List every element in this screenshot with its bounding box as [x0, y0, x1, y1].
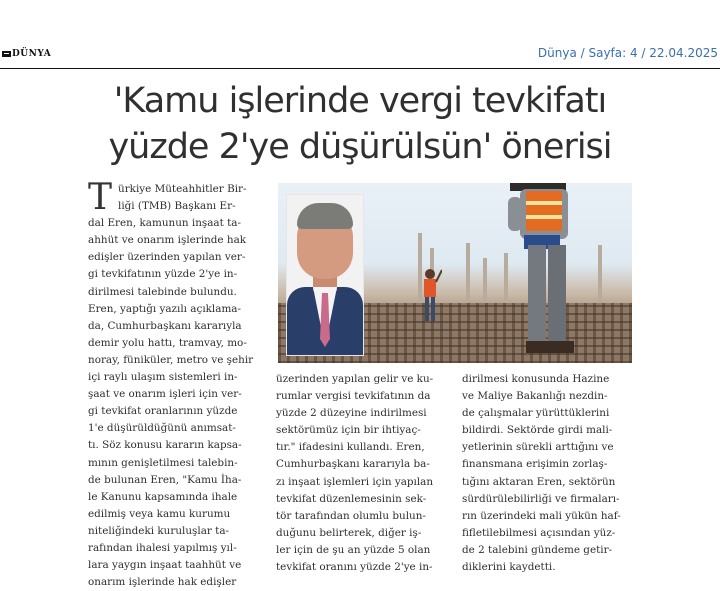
text-line: de bulunan Eren, "Kamu İha-: [88, 473, 242, 486]
text-line: dal Eren, kamunun inşaat ta-: [88, 217, 241, 230]
text-line: sürdürülebilirliği ve firmaları-: [462, 492, 620, 505]
text-line: niteliğindeki kuruluşlar ta-: [88, 524, 230, 537]
article-column-3: [462, 371, 634, 576]
article-headline: [80, 78, 640, 170]
text-line: gi tevkifat oranlarının yüzde: [88, 405, 238, 418]
text-line: şaat ve onarım işleri için ver-: [88, 388, 242, 401]
text-line: tı. Söz konusu kararın kapsa-: [88, 439, 242, 452]
text-line: liği (TMB) Başkanı Er-: [118, 200, 236, 213]
text-line: de 2 talebini gündeme getir-: [462, 543, 613, 556]
text-line: Cumhurbaşkanı kararıyla ba-: [276, 458, 430, 471]
text-line: ler için de şu an yüzde 5 olan: [276, 543, 431, 556]
text-line: içi raylı ulaşım sistemleri in-: [88, 371, 238, 384]
logo-icon: [2, 51, 11, 57]
text-line: tevkifat oranını yüzde 2'ye in-: [276, 561, 433, 574]
text-line: rın üzerindeki mali yükün haf-: [462, 509, 621, 522]
text-line: ve Maliye Bakanlığı nezdin-: [462, 390, 608, 403]
text-line: tır." ifadesini kullandı. Eren,: [276, 441, 425, 454]
text-line: lara yaygın inşaat taahhüt ve: [88, 559, 242, 572]
text-line: ürkiye Müteahhitler Bir-: [118, 183, 247, 195]
page-info: Dünya / Sayfa: 4 / 22.04.2025: [537, 46, 718, 60]
text-line: da, Cumhurbaşkanı kararıyla: [88, 319, 242, 332]
text-line: yetlerinin sürekli arttığını ve: [462, 441, 614, 454]
text-line: dirilmesi konusunda Hazine: [462, 373, 610, 385]
text-line: ahhüt ve onarım işlerinde hak: [88, 234, 247, 247]
text-line: edilmiş veya kamu kurumu: [88, 507, 231, 520]
text-line: gi tevkifatının yüzde 2'ye in-: [88, 268, 238, 281]
text-line: sektörümüz için bir ihtiyaç-: [276, 424, 421, 437]
text-line: tevkifat düzenlemesinin sek-: [276, 492, 427, 505]
text-line: bildirdi. Sektörde girdi mali-: [462, 424, 613, 437]
text-line: tör tarafından olumlu bulun-: [276, 509, 426, 522]
text-line: onarım işlerinde hak edişler: [88, 576, 237, 589]
headline-line-1: 'Kamu işlerinde vergi tevkifatı: [113, 81, 607, 121]
worker-figure-small: [418, 268, 442, 324]
text-line: demir yolu hattı, tramvay, mo-: [88, 336, 247, 349]
page-header: [0, 0, 720, 70]
text-line: 1'e düşürüldüğünü anımsat-: [88, 422, 236, 435]
article-column-2: [276, 371, 448, 576]
text-line: Eren, yaptığı yazılı açıklama-: [88, 302, 242, 315]
text-line: zı inşaat işlemleri için yapılan: [276, 475, 434, 488]
text-line: edişler üzerinden yapılan ver-: [88, 251, 246, 264]
text-line: diklerini kaydetti.: [462, 561, 556, 574]
newspaper-logo: [2, 49, 51, 59]
rebar-column: [483, 258, 487, 303]
text-line: üzerinden yapılan gelir ve ku-: [276, 373, 434, 385]
headline-line-2: yüzde 2'ye düşürülsün' önerisi: [108, 127, 612, 167]
text-line: rumlar vergisi tevkifatının da: [276, 390, 431, 403]
text-line: finansmana erişimin zorlaş-: [462, 458, 608, 471]
text-line: dirilmesi talebinde bulundu.: [88, 285, 237, 298]
worker-figure-large: [500, 183, 590, 363]
text-line: fifletilebilmesi açısından yüz-: [462, 526, 616, 539]
text-line: le Kanunu kapsamında ihale: [88, 490, 238, 503]
text-line: yüzde 2 düzeyine indirilmesi: [276, 407, 427, 420]
rebar-column: [466, 243, 470, 303]
drop-cap: T: [88, 177, 113, 218]
header-rule: [0, 68, 720, 69]
portrait-photo: [286, 194, 364, 356]
rebar-column: [598, 245, 602, 303]
text-line: rafından ihalesi yapılmış yıl-: [88, 541, 237, 554]
text-line: tığını aktaran Eren, sektörün: [462, 475, 616, 488]
article-column-1: [88, 177, 260, 591]
text-line: de çalışmalar yürüttüklerini: [462, 407, 610, 420]
logo-text: DÜNYA: [12, 49, 52, 59]
text-line: mının genişletilmesi talebin-: [88, 456, 238, 469]
text-line: duğunu belirterek, diğer iş-: [276, 526, 422, 539]
text-line: noray, füniküler, metro ve şehir: [88, 353, 254, 366]
